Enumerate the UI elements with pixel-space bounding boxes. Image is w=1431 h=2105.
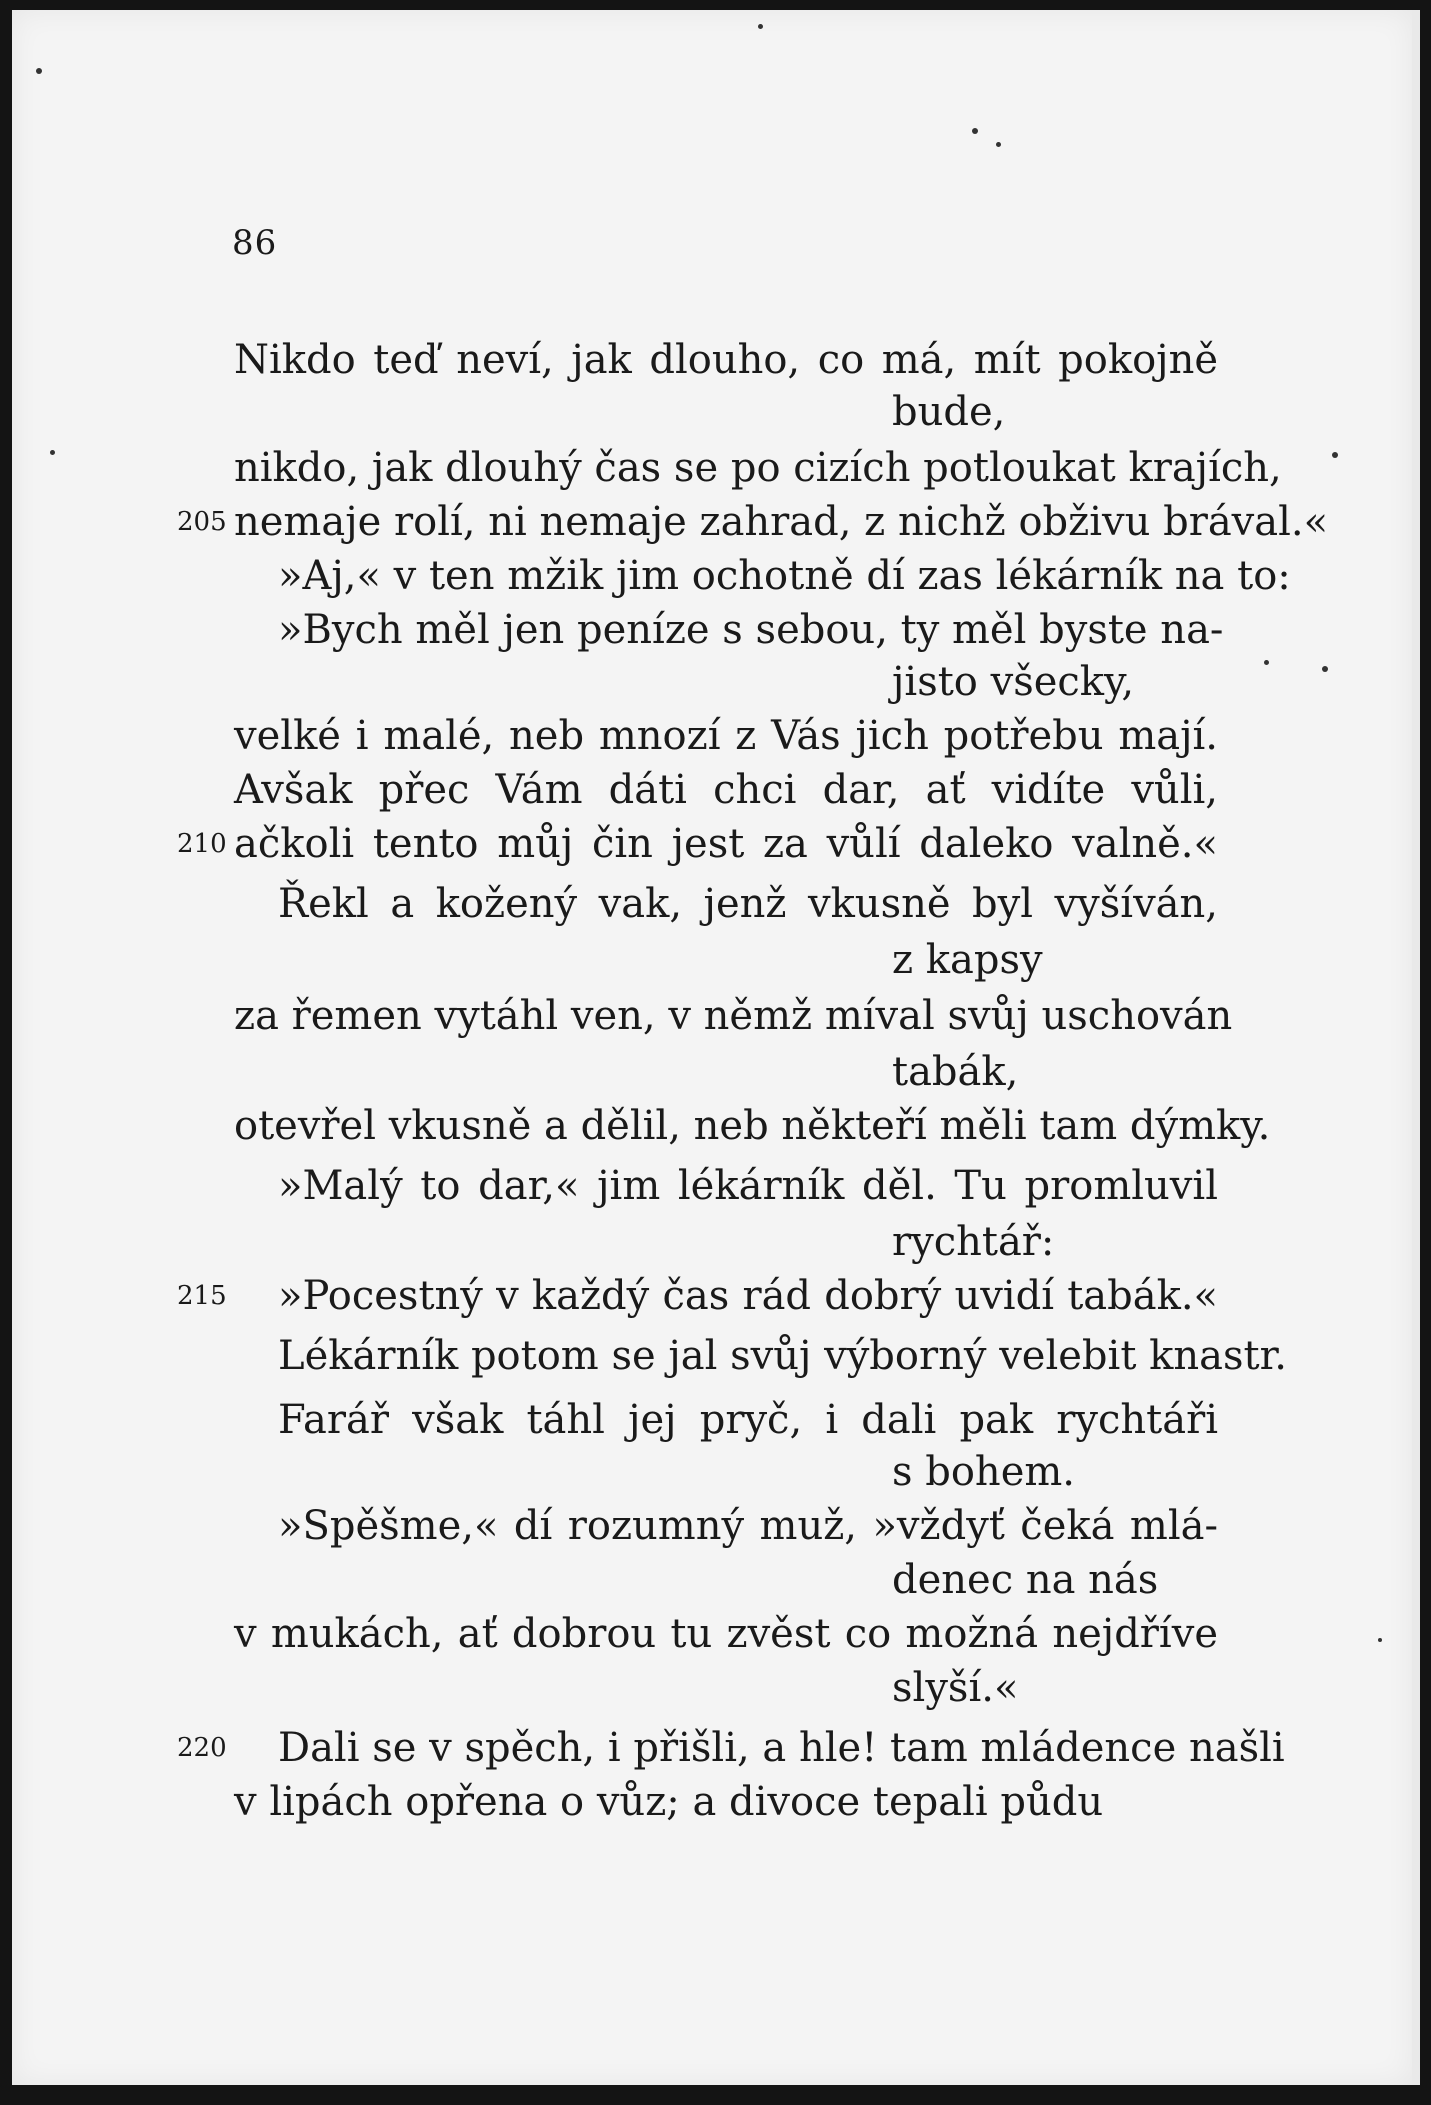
- text-line-continuation: rychtář:: [892, 1219, 1055, 1265]
- text-line: Řekl a kožený vak, jenž vkusně byl vyšíván,: [278, 881, 1218, 927]
- paper-speck: [758, 24, 763, 29]
- text-line: Lékárník potom se jal svůj výborný velebit knastr.: [278, 1333, 1288, 1379]
- text-line-continuation: z kapsy: [892, 937, 1043, 983]
- text-line: nemaje rolí, ni nemaje zahrad, z nichž obživu brával.«: [234, 499, 1329, 545]
- page-number: 86: [232, 223, 278, 263]
- verse-number: 215: [177, 1281, 227, 1311]
- paper-speck: [1322, 666, 1328, 672]
- text-line: »Aj,« v ten mžik jim ochotně dí zas lékárník na to:: [278, 553, 1291, 599]
- text-line-continuation: bude,: [892, 389, 1006, 435]
- text-line: »Bych měl jen peníze s sebou, ty měl byste na-: [278, 607, 1224, 653]
- verse-number: 220: [177, 1733, 227, 1763]
- text-line: velké i malé, neb mnozí z Vás jich potřebu mají.: [234, 713, 1218, 759]
- text-line: Avšak přec Vám dáti chci dar, ať vidíte vůli,: [234, 767, 1218, 813]
- text-line: v lipách opřena o vůz; a divoce tepali půdu: [234, 1779, 1104, 1825]
- verse-number: 210: [177, 829, 227, 859]
- text-line: Dali se v spěch, i přišli, a hle! tam mládence našli: [278, 1725, 1285, 1771]
- book-page: [12, 10, 1420, 2085]
- text-line: »Pocestný v každý čas rád dobrý uvidí tabák.«: [278, 1273, 1218, 1319]
- paper-speck: [996, 142, 1001, 147]
- paper-speck: [972, 128, 978, 134]
- text-line-continuation: jisto všecky,: [892, 659, 1135, 705]
- text-line: »Malý to dar,« jim lékárník děl. Tu promluvil: [278, 1163, 1218, 1209]
- text-line-continuation: tabák,: [892, 1049, 1019, 1095]
- text-line: Nikdo teď neví, jak dlouho, co má, mít pokojně: [234, 337, 1218, 383]
- text-line: otevřel vkusně a dělil, neb někteří měli tam dýmky.: [234, 1103, 1271, 1149]
- paper-speck: [50, 450, 55, 455]
- text-line: Farář však táhl jej pryč, i dali pak rychtáři: [278, 1397, 1218, 1443]
- paper-speck: [1264, 660, 1269, 665]
- text-line-continuation: s bohem.: [892, 1449, 1076, 1495]
- text-line: nikdo, jak dlouhý čas se po cizích potloukat krajích,: [234, 445, 1282, 491]
- paper-speck: [36, 68, 42, 74]
- text-line: ačkoli tento můj čin jest za vůlí daleko valně.«: [234, 821, 1218, 867]
- text-line: za řemen vytáhl ven, v němž míval svůj uschován: [234, 993, 1233, 1039]
- paper-speck: [1378, 1638, 1382, 1642]
- text-line: »Spěšme,« dí rozumný muž, »vždyť čeká mlá-: [278, 1503, 1218, 1549]
- verse-number: 205: [177, 507, 227, 537]
- text-line-continuation: denec na nás: [892, 1557, 1159, 1603]
- text-line-continuation: slyší.«: [892, 1665, 1019, 1711]
- text-line: v mukách, ať dobrou tu zvěst co možná nejdříve: [234, 1611, 1218, 1657]
- paper-speck: [1332, 452, 1338, 458]
